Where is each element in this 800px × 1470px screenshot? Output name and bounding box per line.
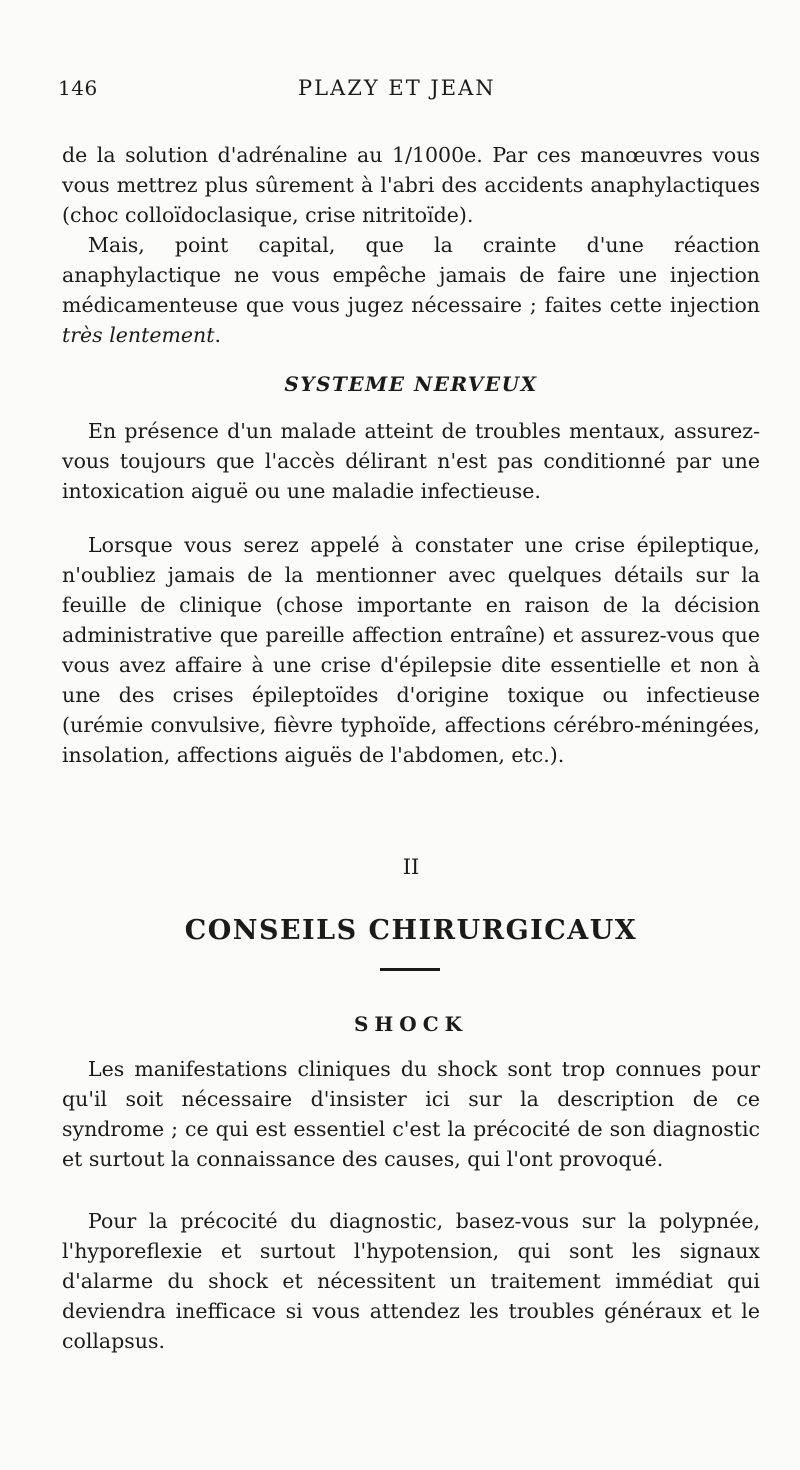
paragraph-shock-diagnostic: Pour la précocité du diagnostic, basez-vous sur la polypnée, l'hyporeflexie et surtout l'hypotension, qui sont les signaux d'alarme du shock et nécessitent un traitement immédiat qui deviendra inefficace si vous attendez les troubles généraux et le collapsus. [62,1209,760,1353]
heading-shock: SHOCK [353,1012,469,1036]
running-title: PLAZY ET JEAN [298,76,496,100]
paragraph-adrenaline: de la solution d'adrénaline au 1/1000e. Par ces manœuvres vous vous mettrez plus sûrement à l'abri des accidents anaphylactiques (choc colloïdoclasique, crise nitritoïde). [62,143,760,227]
chapter-title: CONSEILS CHIRURGICAUX [184,915,638,946]
paragraph-shock-manifestations: Les manifestations cliniques du shock sont trop connues pour qu'il soit nécessaire d'insister ici sur la description de ce syndrome ; ce qui est essentiel c'est la précocité de son diagnostic et surtout la connaissance des causes, qui l'ont provoqué. [62,1057,760,1171]
emphasis-tres-lentement: très lentement [62,323,215,347]
paragraph-troubles-mentaux: En présence d'un malade atteint de troubles mentaux, assurez-vous toujours que l'accès délirant n'est pas conditionné par une intoxication aiguë ou une maladie infectieuse. [62,419,760,503]
paragraph-injection-text: Mais, point capital, que la crainte d'une réaction anaphylactique ne vous empêche jamais de faire une injection médicamenteuse que vous jugez nécessaire ; faites cette injection [62,233,760,317]
page-number: 146 [58,76,98,100]
chapter-number: II [402,855,420,879]
paragraph-crise-epileptique: Lorsque vous serez appelé à constater une crise épileptique, n'oubliez jamais de la mentionner avec quelques détails sur la feuille de clinique (chose importante en raison de la décision administrative que pareille affection entraîne) et assurez-vous que vous avez affaire à une crise d'épilepsie dite essentielle et non à une des crises épileptoïdes d'origine toxique ou infectieuse (urémie convulsive, fièvre typhoïde, affections cérébro-méningées, insolation, affections aiguës de l'abdomen, etc.). [62,533,760,767]
paragraph-injection [62,230,760,350]
paragraph-injection-end: . [214,323,222,347]
heading-systeme-nerveux: SYSTEME NERVEUX [284,372,538,396]
chapter-divider-rule [380,968,440,971]
running-head [58,76,758,106]
